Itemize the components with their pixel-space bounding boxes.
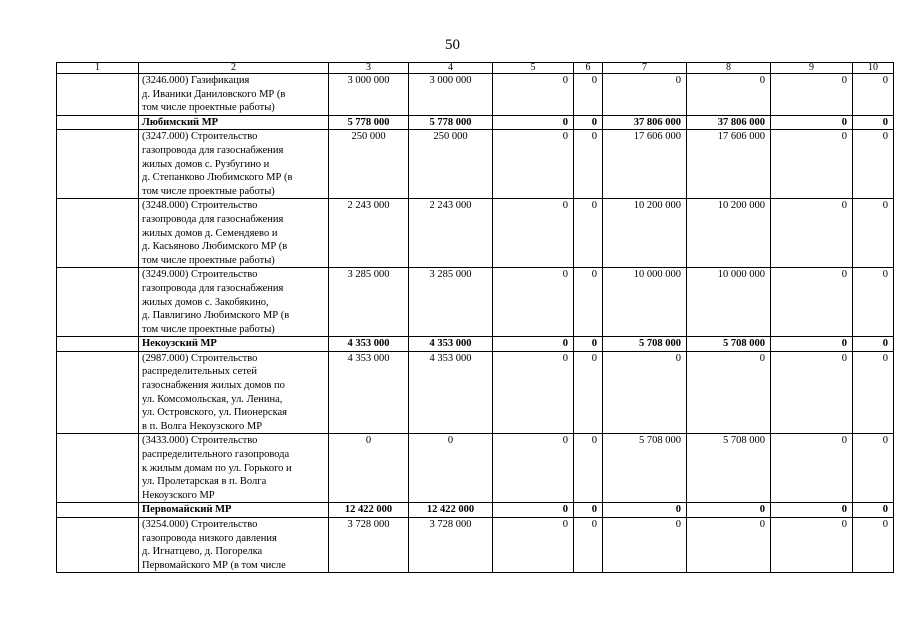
amount-cell: 0 bbox=[329, 434, 409, 503]
amount-cell: 2 243 000 bbox=[329, 199, 409, 268]
district-total-row bbox=[57, 503, 894, 518]
amount-cell: 0 bbox=[493, 434, 574, 503]
amount-cell: 0 bbox=[853, 268, 894, 337]
row-number-cell bbox=[57, 130, 139, 199]
amount-cell: 37 806 000 bbox=[687, 115, 771, 130]
amount-cell: 0 bbox=[603, 351, 687, 434]
amount-cell: 3 285 000 bbox=[409, 268, 493, 337]
amount-cell: 4 353 000 bbox=[409, 337, 493, 352]
project-name: (3433.000) Строительство распределительного газопровода к жилым домам по ул. Горького и ул. Пролетарская в п. Волга Некоузского МР bbox=[139, 434, 329, 503]
amount-cell: 37 806 000 bbox=[603, 115, 687, 130]
amount-cell: 0 bbox=[574, 351, 603, 434]
amount-cell: 12 422 000 bbox=[409, 503, 493, 518]
column-number: 5 bbox=[493, 63, 574, 74]
project-row bbox=[57, 130, 894, 199]
row-number-cell bbox=[57, 268, 139, 337]
project-row bbox=[57, 351, 894, 434]
amount-cell: 0 bbox=[574, 115, 603, 130]
amount-cell: 12 422 000 bbox=[329, 503, 409, 518]
amount-cell: 0 bbox=[493, 351, 574, 434]
column-number: 3 bbox=[329, 63, 409, 74]
district-total-row bbox=[57, 337, 894, 352]
amount-cell: 250 000 bbox=[329, 130, 409, 199]
amount-cell: 0 bbox=[771, 74, 853, 116]
amount-cell: 0 bbox=[853, 351, 894, 434]
amount-cell: 0 bbox=[687, 503, 771, 518]
amount-cell: 0 bbox=[771, 130, 853, 199]
amount-cell: 2 243 000 bbox=[409, 199, 493, 268]
amount-cell: 10 200 000 bbox=[687, 199, 771, 268]
amount-cell: 0 bbox=[493, 503, 574, 518]
amount-cell: 0 bbox=[853, 503, 894, 518]
amount-cell: 0 bbox=[574, 199, 603, 268]
amount-cell: 0 bbox=[574, 268, 603, 337]
amount-cell: 0 bbox=[493, 74, 574, 116]
amount-cell: 3 285 000 bbox=[329, 268, 409, 337]
amount-cell: 0 bbox=[409, 434, 493, 503]
amount-cell: 0 bbox=[493, 268, 574, 337]
district-total-row bbox=[57, 115, 894, 130]
amount-cell: 4 353 000 bbox=[329, 337, 409, 352]
amount-cell: 0 bbox=[853, 130, 894, 199]
project-name: (3248.000) Строительство газопровода для газоснабжения жилых домов д. Семендяево и д. Касьяново Любимского МР (в том числе проектные работы) bbox=[139, 199, 329, 268]
column-number: 6 bbox=[574, 63, 603, 74]
amount-cell: 0 bbox=[771, 337, 853, 352]
project-row bbox=[57, 268, 894, 337]
column-number: 7 bbox=[603, 63, 687, 74]
amount-cell: 0 bbox=[493, 199, 574, 268]
amount-cell: 0 bbox=[574, 130, 603, 199]
amount-cell: 0 bbox=[771, 518, 853, 573]
amount-cell: 5 708 000 bbox=[603, 337, 687, 352]
amount-cell: 5 708 000 bbox=[687, 434, 771, 503]
amount-cell: 0 bbox=[603, 503, 687, 518]
amount-cell: 5 708 000 bbox=[603, 434, 687, 503]
project-name: (3246.000) Газификация д. Иваники Даниловского МР (в том числе проектные работы) bbox=[139, 74, 329, 116]
project-row bbox=[57, 199, 894, 268]
project-name: (3249.000) Строительство газопровода для газоснабжения жилых домов с. Закобякино, д. Павлигино Любимского МР (в том числе проектные работы) bbox=[139, 268, 329, 337]
amount-cell: 0 bbox=[687, 74, 771, 116]
amount-cell: 0 bbox=[771, 199, 853, 268]
amount-cell: 0 bbox=[574, 74, 603, 116]
project-name: (3247.000) Строительство газопровода для газоснабжения жилых домов с. Рузбугино и д. Степанково Любимского МР (в том числе проектные работы) bbox=[139, 130, 329, 199]
row-number-cell bbox=[57, 337, 139, 352]
amount-cell: 3 728 000 bbox=[409, 518, 493, 573]
row-number-cell bbox=[57, 74, 139, 116]
amount-cell: 4 353 000 bbox=[329, 351, 409, 434]
amount-cell: 0 bbox=[574, 337, 603, 352]
amount-cell: 0 bbox=[574, 503, 603, 518]
column-number: 8 bbox=[687, 63, 771, 74]
amount-cell: 0 bbox=[853, 337, 894, 352]
column-number: 4 bbox=[409, 63, 493, 74]
column-number: 1 bbox=[57, 63, 139, 74]
district-name: Первомайский МР bbox=[139, 503, 329, 518]
amount-cell: 0 bbox=[493, 115, 574, 130]
budget-table bbox=[56, 62, 894, 573]
amount-cell: 10 200 000 bbox=[603, 199, 687, 268]
amount-cell: 0 bbox=[574, 518, 603, 573]
amount-cell: 0 bbox=[853, 199, 894, 268]
column-number: 9 bbox=[771, 63, 853, 74]
amount-cell: 250 000 bbox=[409, 130, 493, 199]
amount-cell: 5 708 000 bbox=[687, 337, 771, 352]
amount-cell: 0 bbox=[771, 351, 853, 434]
row-number-cell bbox=[57, 503, 139, 518]
amount-cell: 0 bbox=[493, 130, 574, 199]
project-row bbox=[57, 434, 894, 503]
district-name: Некоузский МР bbox=[139, 337, 329, 352]
amount-cell: 0 bbox=[574, 434, 603, 503]
amount-cell: 0 bbox=[771, 115, 853, 130]
page-number: 50 bbox=[445, 37, 460, 53]
amount-cell: 0 bbox=[493, 518, 574, 573]
amount-cell: 10 000 000 bbox=[603, 268, 687, 337]
amount-cell: 5 778 000 bbox=[409, 115, 493, 130]
amount-cell: 0 bbox=[853, 434, 894, 503]
amount-cell: 17 606 000 bbox=[603, 130, 687, 199]
amount-cell: 0 bbox=[687, 518, 771, 573]
project-row bbox=[57, 74, 894, 116]
amount-cell: 0 bbox=[603, 518, 687, 573]
amount-cell: 10 000 000 bbox=[687, 268, 771, 337]
row-number-cell bbox=[57, 518, 139, 573]
row-number-cell bbox=[57, 199, 139, 268]
amount-cell: 3 728 000 bbox=[329, 518, 409, 573]
amount-cell: 0 bbox=[603, 74, 687, 116]
amount-cell: 3 000 000 bbox=[409, 74, 493, 116]
project-name: (3254.000) Строительство газопровода низкого давления д. Игнатцево, д. Погорелка Первомайского МР (в том числе bbox=[139, 518, 329, 573]
project-name: (2987.000) Строительство распределительных сетей газоснабжения жилых домов по ул. Комсомольская, ул. Ленина, ул. Островского, ул. Пионерская в п. Волга Некоузского МР bbox=[139, 351, 329, 434]
amount-cell: 0 bbox=[687, 351, 771, 434]
amount-cell: 4 353 000 bbox=[409, 351, 493, 434]
amount-cell: 5 778 000 bbox=[329, 115, 409, 130]
amount-cell: 0 bbox=[853, 74, 894, 116]
amount-cell: 0 bbox=[771, 503, 853, 518]
amount-cell: 0 bbox=[493, 337, 574, 352]
amount-cell: 0 bbox=[771, 268, 853, 337]
row-number-cell bbox=[57, 351, 139, 434]
amount-cell: 0 bbox=[853, 518, 894, 573]
amount-cell: 0 bbox=[853, 115, 894, 130]
column-number: 10 bbox=[853, 63, 894, 74]
row-number-cell bbox=[57, 434, 139, 503]
column-number-row bbox=[57, 63, 894, 74]
row-number-cell bbox=[57, 115, 139, 130]
amount-cell: 3 000 000 bbox=[329, 74, 409, 116]
project-row bbox=[57, 518, 894, 573]
district-name: Любимский МР bbox=[139, 115, 329, 130]
amount-cell: 17 606 000 bbox=[687, 130, 771, 199]
column-number: 2 bbox=[139, 63, 329, 74]
amount-cell: 0 bbox=[771, 434, 853, 503]
